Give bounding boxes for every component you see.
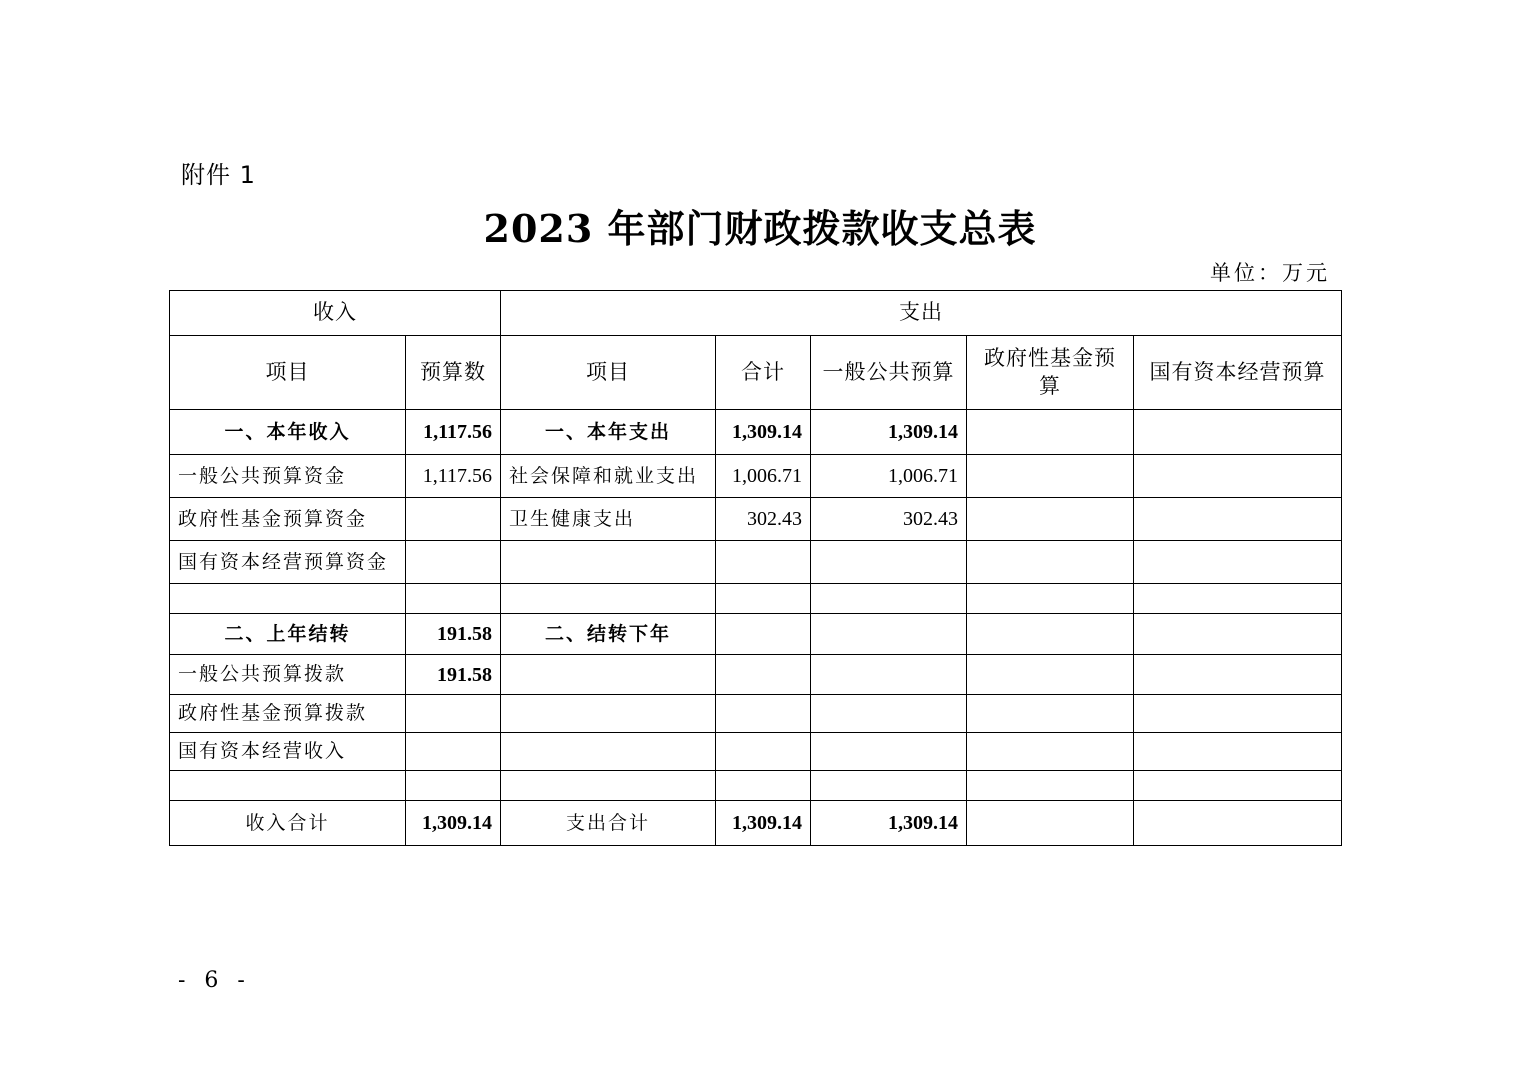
gov-fund-amount (967, 455, 1134, 498)
state-capital-amount (1134, 771, 1342, 801)
income-group-header: 收入 (170, 291, 501, 336)
expense-total: 302.43 (716, 498, 811, 541)
gov-fund-amount (967, 584, 1134, 614)
expense-item (501, 771, 716, 801)
income-amount (406, 541, 501, 584)
gov-fund-amount (967, 655, 1134, 695)
expense-item (501, 541, 716, 584)
income-item: 二、上年结转 (170, 614, 406, 655)
general-public-amount: 1,006.71 (811, 455, 967, 498)
expense-total (716, 655, 811, 695)
general-public-header: 一般公共预算 (811, 336, 967, 410)
gov-fund-amount (967, 498, 1134, 541)
gov-fund-total (967, 801, 1134, 846)
table-row (170, 498, 1342, 541)
general-public-total: 1,309.14 (811, 801, 967, 846)
state-capital-amount (1134, 541, 1342, 584)
table-row (170, 541, 1342, 584)
gov-fund-amount (967, 695, 1134, 733)
expense-total-label: 支出合计 (501, 801, 716, 846)
income-item (170, 584, 406, 614)
gov-fund-amount (967, 771, 1134, 801)
state-capital-amount (1134, 733, 1342, 771)
state-capital-header: 国有资本经营预算 (1134, 336, 1342, 410)
general-public-amount (811, 655, 967, 695)
expense-item (501, 695, 716, 733)
income-item: 国有资本经营收入 (170, 733, 406, 771)
table-row (170, 584, 1342, 614)
gov-fund-header: 政府性基金预算 (967, 336, 1134, 410)
attachment-label: 附件 1 (181, 161, 256, 189)
table-row (170, 410, 1342, 455)
general-public-amount (811, 584, 967, 614)
expense-item: 卫生健康支出 (501, 498, 716, 541)
income-amount (406, 771, 501, 801)
expense-total (716, 695, 811, 733)
general-public-amount: 302.43 (811, 498, 967, 541)
expense-item (501, 584, 716, 614)
income-amount (406, 584, 501, 614)
state-capital-amount (1134, 614, 1342, 655)
income-amount: 1,117.56 (406, 410, 501, 455)
table-row (170, 655, 1342, 695)
state-capital-amount (1134, 655, 1342, 695)
expense-total (716, 771, 811, 801)
gov-fund-amount (967, 614, 1134, 655)
column-header-row (170, 336, 1342, 410)
expense-total-amount: 1,309.14 (716, 801, 811, 846)
table-row (170, 455, 1342, 498)
income-amount (406, 733, 501, 771)
income-amount (406, 695, 501, 733)
income-item: 一般公共预算资金 (170, 455, 406, 498)
expense-total (716, 614, 811, 655)
expense-item: 一、本年支出 (501, 410, 716, 455)
expense-total (716, 733, 811, 771)
gov-fund-amount (967, 733, 1134, 771)
expense-item (501, 733, 716, 771)
income-item: 一、本年收入 (170, 410, 406, 455)
income-item: 政府性基金预算拨款 (170, 695, 406, 733)
expense-total: 1,309.14 (716, 410, 811, 455)
expense-group-header: 支出 (501, 291, 1342, 336)
total-header: 合计 (716, 336, 811, 410)
general-public-amount (811, 541, 967, 584)
general-public-amount: 1,309.14 (811, 410, 967, 455)
budget-summary-table (169, 290, 1342, 846)
page-title: 2023 年部门财政拨款收支总表 (483, 206, 1037, 251)
income-amount: 191.58 (406, 655, 501, 695)
income-amount (406, 498, 501, 541)
table-row (170, 695, 1342, 733)
income-item: 政府性基金预算资金 (170, 498, 406, 541)
group-header-row (170, 291, 1342, 336)
state-capital-amount (1134, 410, 1342, 455)
unit-label: 单位：万元 (1210, 261, 1330, 285)
totals-row (170, 801, 1342, 846)
expense-item: 社会保障和就业支出 (501, 455, 716, 498)
general-public-amount (811, 614, 967, 655)
table-row (170, 614, 1342, 655)
table-row (170, 771, 1342, 801)
income-item: 一般公共预算拨款 (170, 655, 406, 695)
expense-item (501, 655, 716, 695)
expense-item: 二、结转下年 (501, 614, 716, 655)
general-public-amount (811, 771, 967, 801)
income-total-amount: 1,309.14 (406, 801, 501, 846)
table-row (170, 733, 1342, 771)
state-capital-amount (1134, 695, 1342, 733)
state-capital-total (1134, 801, 1342, 846)
income-total-label: 收入合计 (170, 801, 406, 846)
general-public-amount (811, 695, 967, 733)
income-item: 国有资本经营预算资金 (170, 541, 406, 584)
gov-fund-amount (967, 541, 1134, 584)
gov-fund-amount (967, 410, 1134, 455)
expense-total (716, 584, 811, 614)
expense-total (716, 541, 811, 584)
income-amount: 1,117.56 (406, 455, 501, 498)
expense-item-header: 项目 (501, 336, 716, 410)
income-budget-header: 预算数 (406, 336, 501, 410)
income-item (170, 771, 406, 801)
general-public-amount (811, 733, 967, 771)
expense-total: 1,006.71 (716, 455, 811, 498)
income-amount: 191.58 (406, 614, 501, 655)
page-number: - 6 - (178, 968, 251, 993)
income-item-header: 项目 (170, 336, 406, 410)
state-capital-amount (1134, 498, 1342, 541)
state-capital-amount (1134, 455, 1342, 498)
state-capital-amount (1134, 584, 1342, 614)
